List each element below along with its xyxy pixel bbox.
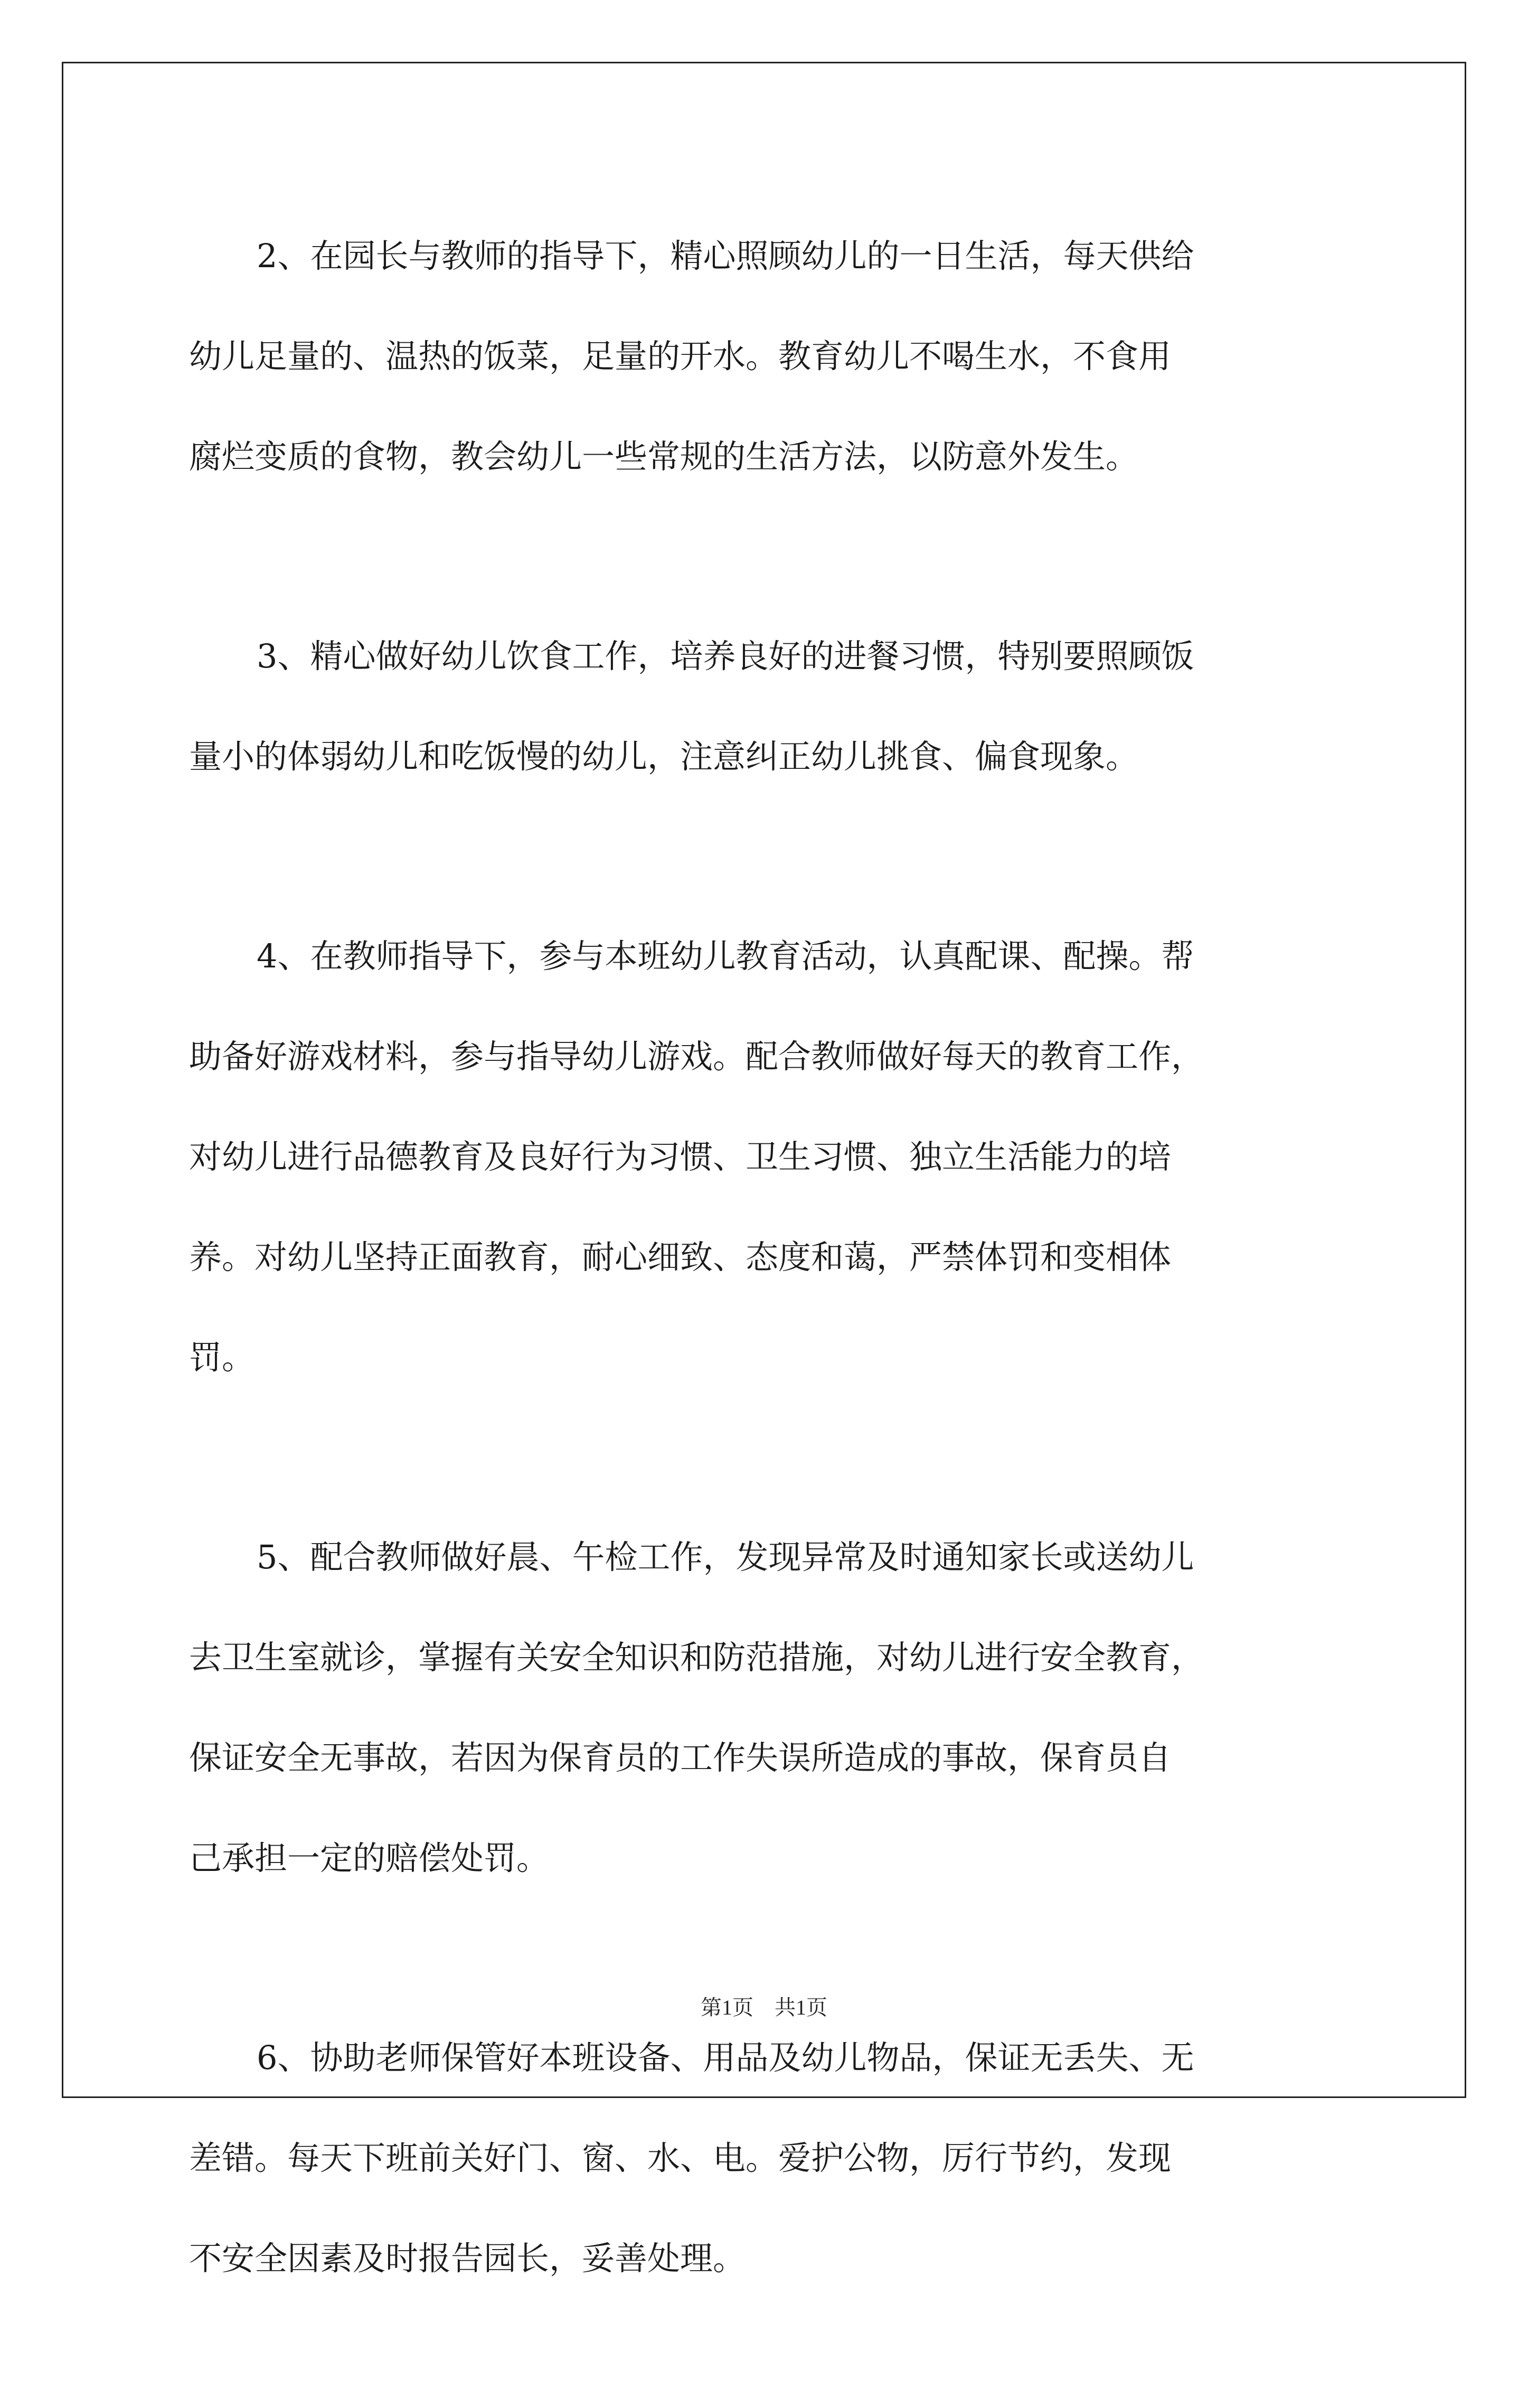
- page-number-current: 第1页: [701, 1996, 753, 2019]
- paragraph-item-2: [189, 206, 1339, 507]
- text-line: 养。对幼儿坚持正面教育，耐心细致、态度和蔼，严禁体罚和变相体: [189, 1238, 1172, 1276]
- text-line: 2、在园长与教师的指导下，精心照顾幼儿的一日生活，每天供给: [257, 237, 1194, 275]
- paragraph-item-4: [189, 906, 1339, 1408]
- text-line: 助备好游戏材料，参与指导幼儿游戏。配合教师做好每天的教育工作，: [189, 1037, 1204, 1076]
- paragraph-item-3: [189, 606, 1339, 807]
- text-line: 罚。: [189, 1338, 255, 1377]
- text-line: 5、配合教师做好晨、午检工作，发现异常及时通知家长或送幼儿: [257, 1538, 1194, 1576]
- text-line: 去卫生室就诊，掌握有关安全知识和防范措施，对幼儿进行安全教育，: [189, 1638, 1204, 1677]
- text-line: 腐烂变质的食物，教会幼儿一些常规的生活方法，以防意外发生。: [189, 437, 1139, 476]
- text-line: 保证安全无事故，若因为保育员的工作失误所造成的事故，保育员自: [189, 1738, 1172, 1777]
- text-line: 差错。每天下班前关好门、窗、水、电。爱护公物，厉行节约，发现: [189, 2139, 1172, 2177]
- text-line: 不安全因素及时报告园长，妥善处理。: [189, 2239, 746, 2278]
- text-line: 对幼儿进行品德教育及良好行为习惯、卫生习惯、独立生活能力的培: [189, 1137, 1172, 1176]
- page-number-total: 共1页: [775, 1996, 827, 2019]
- page-footer: [0, 1991, 1528, 2021]
- text-line: 4、在教师指导下，参与本班幼儿教育活动，认真配课、配操。帮: [257, 937, 1194, 975]
- text-line: 3、精心做好幼儿饮食工作，培养良好的进餐习惯，特别要照顾饭: [257, 637, 1194, 675]
- text-line: 幼儿足量的、温热的饭菜，足量的开水。教育幼儿不喝生水，不食用: [189, 337, 1172, 375]
- text-line: 量小的体弱幼儿和吃饭慢的幼儿，注意纠正幼儿挑食、偏食现象。: [189, 737, 1139, 776]
- paragraph-item-6: [189, 2008, 1339, 2309]
- document-body: [189, 206, 1339, 2408]
- paragraph-item-5: [189, 1507, 1339, 1908]
- text-line: 6、协助老师保管好本班设备、用品及幼儿物品，保证无丢失、无: [257, 2038, 1194, 2077]
- text-line: 己承担一定的赔偿处罚。: [189, 1839, 550, 1877]
